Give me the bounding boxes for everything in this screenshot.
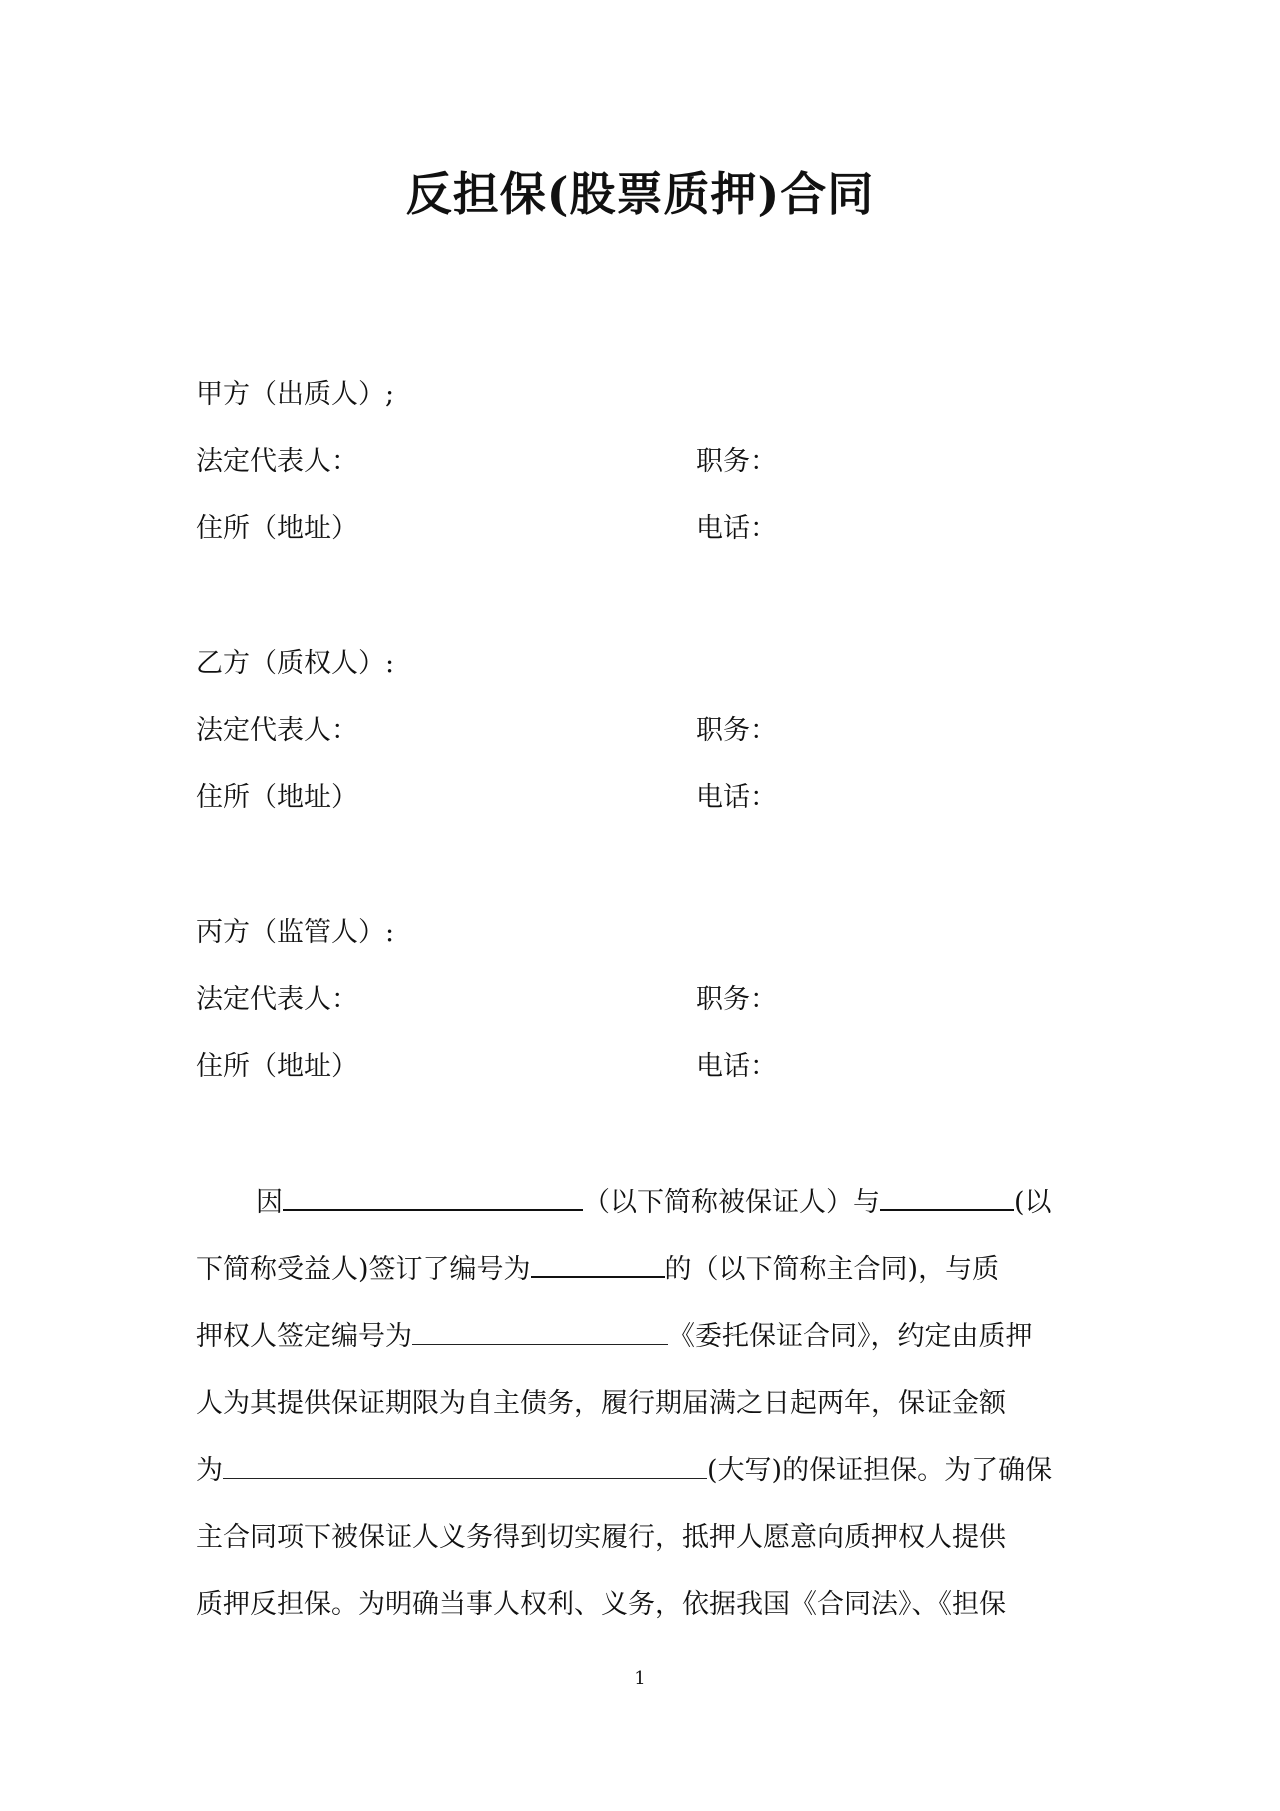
text-segment: 《委托保证合同》，约定由质押 (668, 1321, 1033, 1352)
text-segment: 的（以下简称主合同)，与质 (664, 1254, 1000, 1285)
blank-field-main-contract-no[interactable] (531, 1254, 665, 1278)
party-b-phone-label: 电话： (696, 782, 777, 813)
blank-field-beneficiary[interactable] (880, 1187, 1014, 1211)
text-segment: (以 (1014, 1187, 1052, 1218)
text-segment: 因 (256, 1187, 283, 1218)
paragraph-line-7: 质押反担保。为明确当事人权利、义务，依据我国《合同法》、《担保 (196, 1589, 1006, 1620)
text-segment: (大写)的保证担保。为了确保 (707, 1455, 1053, 1486)
party-b-heading: 乙方（质权人）: (196, 648, 395, 679)
paragraph-line-4: 人为其提供保证期限为自主债务，履行期届满之日起两年，保证金额 (196, 1388, 1006, 1419)
paragraph-line-1 (256, 1180, 1148, 1219)
party-b-address-label: 住所（地址） (196, 782, 358, 813)
party-c-address-label: 住所（地址） (196, 1051, 358, 1082)
document-title: 反担保(股票质押)合同 (405, 167, 875, 221)
party-c-rep-label: 法定代表人： (196, 984, 358, 1015)
text-segment: （以下简称被保证人）与 (583, 1187, 880, 1218)
blank-field-entrust-contract-no[interactable] (412, 1322, 668, 1345)
text-segment: 为 (196, 1455, 223, 1486)
party-c-heading: 丙方（监管人）: (196, 917, 395, 948)
party-c-position-label: 职务： (696, 984, 777, 1015)
paragraph-line-5 (196, 1448, 1088, 1487)
text-segment: 押权人签定编号为 (196, 1321, 412, 1352)
party-a-position-label: 职务： (696, 446, 777, 477)
party-b-position-label: 职务： (696, 715, 777, 746)
paragraph-line-3 (196, 1314, 1088, 1353)
page-number: 1 (634, 1668, 646, 1689)
paragraph-line-6: 主合同项下被保证人义务得到切实履行，抵押人愿意向质押权人提供 (196, 1522, 1006, 1553)
text-segment: 下简称受益人)签订了编号为 (196, 1254, 531, 1285)
party-a-rep-label: 法定代表人： (196, 446, 358, 477)
paragraph-line-2 (196, 1247, 1088, 1286)
party-c-phone-label: 电话： (696, 1051, 777, 1082)
party-b-rep-label: 法定代表人： (196, 715, 358, 746)
blank-field-guarantor[interactable] (283, 1187, 583, 1211)
party-a-heading: 甲方（出质人）; (196, 379, 395, 410)
party-a-phone-label: 电话： (696, 513, 777, 544)
blank-field-guarantee-amount[interactable] (223, 1456, 707, 1479)
party-a-address-label: 住所（地址） (196, 513, 358, 544)
